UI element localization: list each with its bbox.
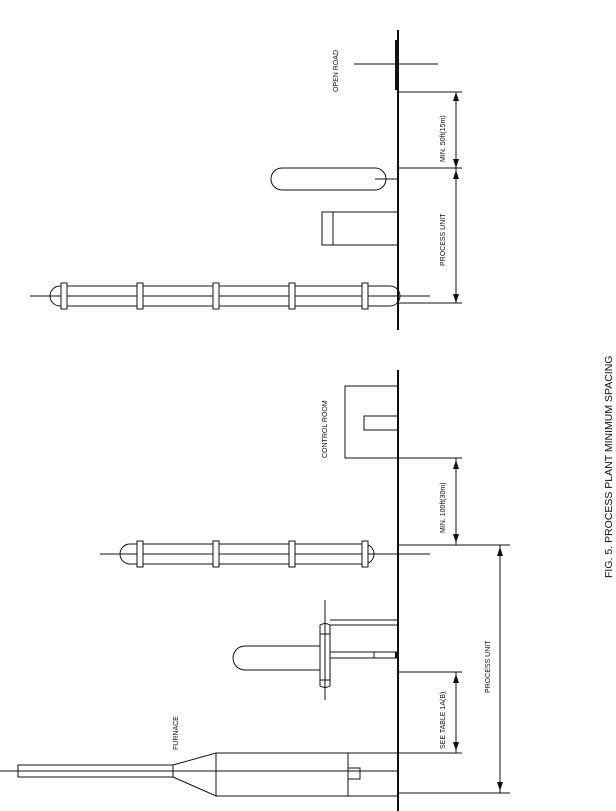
- top-process-unit-label: PROCESS UNIT: [440, 213, 447, 266]
- furnace-label: FURNACE: [173, 716, 180, 750]
- bottom-process-unit-label: PROCESS UNIT: [485, 640, 492, 693]
- open-road-label: OPEN ROAD: [333, 49, 340, 92]
- see-table-label: SEE TABLE 1A(B): [440, 691, 447, 749]
- pump-block: [322, 212, 398, 245]
- min-road-spacing-label: MIN. 50ft(15m): [440, 115, 447, 162]
- bottom-column: [100, 541, 430, 567]
- see-table-dimension: [398, 672, 462, 753]
- control-room-label: CONTROL ROOM: [322, 400, 329, 458]
- open-road-marker: [354, 40, 438, 90]
- bottom-panel: [0, 370, 510, 811]
- min-control-spacing-dimension: [398, 458, 462, 545]
- figure-caption: FIG. 5. PROCESS PLANT MINIMUM SPACING: [603, 355, 615, 578]
- min-road-spacing-dimension: [398, 92, 462, 168]
- furnace: [0, 753, 398, 796]
- control-room: [345, 386, 398, 458]
- horizontal-vessel: [271, 168, 398, 190]
- bottom-process-unit-dimension: [398, 545, 510, 793]
- min-control-spacing-label: MIN. 100ft(30m): [440, 482, 447, 533]
- exchanger: [233, 600, 398, 700]
- top-panel: [30, 30, 462, 330]
- top-process-unit-dimension: [398, 168, 462, 303]
- top-column: [30, 283, 430, 309]
